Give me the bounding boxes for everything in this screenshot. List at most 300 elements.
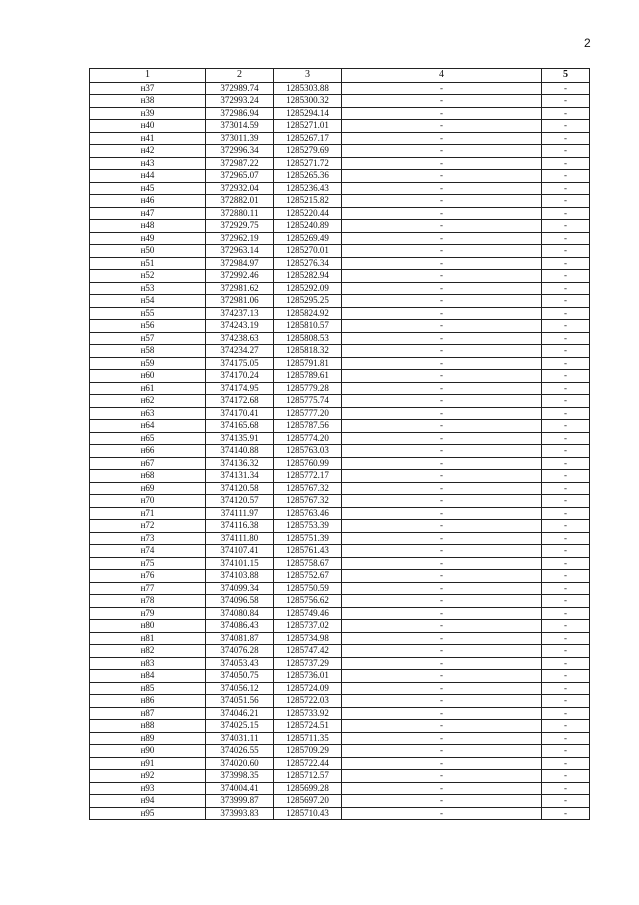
y-coordinate-cell: 1285734.98 — [274, 632, 342, 645]
y-coordinate-cell: 1285751.39 — [274, 532, 342, 545]
table-row — [90, 382, 590, 395]
point-id-cell: н79 — [90, 607, 206, 620]
y-coordinate-cell: 1285750.59 — [274, 582, 342, 595]
y-coordinate-cell: 1285775.74 — [274, 395, 342, 408]
y-coordinate-cell: 1285761.43 — [274, 545, 342, 558]
column-4-cell: - — [342, 807, 542, 820]
table-row — [90, 195, 590, 208]
table-row — [90, 232, 590, 245]
point-id-cell: н47 — [90, 207, 206, 220]
page-number: 2 — [584, 36, 591, 50]
x-coordinate-cell: 374116.38 — [206, 520, 274, 533]
table-row — [90, 470, 590, 483]
column-5-cell: - — [542, 470, 590, 483]
table-row — [90, 407, 590, 420]
point-id-cell: н40 — [90, 120, 206, 133]
table-row — [90, 620, 590, 633]
x-coordinate-cell: 374174.95 — [206, 382, 274, 395]
y-coordinate-cell: 1285722.44 — [274, 757, 342, 770]
y-coordinate-cell: 1285265.36 — [274, 170, 342, 183]
column-5-cell: - — [542, 757, 590, 770]
column-4-cell: - — [342, 532, 542, 545]
column-4-cell: - — [342, 707, 542, 720]
y-coordinate-cell: 1285215.82 — [274, 195, 342, 208]
point-id-cell: н86 — [90, 695, 206, 708]
x-coordinate-cell: 372963.14 — [206, 245, 274, 258]
y-coordinate-cell: 1285271.01 — [274, 120, 342, 133]
point-id-cell: н48 — [90, 220, 206, 233]
point-id-cell: н90 — [90, 745, 206, 758]
table-row — [90, 545, 590, 558]
point-id-cell: н45 — [90, 182, 206, 195]
point-id-cell: н73 — [90, 532, 206, 545]
y-coordinate-cell: 1285699.28 — [274, 782, 342, 795]
point-id-cell: н65 — [90, 432, 206, 445]
x-coordinate-cell: 374131.34 — [206, 470, 274, 483]
column-5-cell: - — [542, 495, 590, 508]
table-row — [90, 320, 590, 333]
column-4-cell: - — [342, 732, 542, 745]
table-row — [90, 507, 590, 520]
table-row — [90, 607, 590, 620]
table-row — [90, 595, 590, 608]
table-row — [90, 132, 590, 145]
point-id-cell: н58 — [90, 345, 206, 358]
column-5-cell: - — [542, 332, 590, 345]
point-id-cell: н41 — [90, 132, 206, 145]
point-id-cell: н71 — [90, 507, 206, 520]
x-coordinate-cell: 372880.11 — [206, 207, 274, 220]
table-row — [90, 207, 590, 220]
x-coordinate-cell: 374053.43 — [206, 657, 274, 670]
column-4-cell: - — [342, 470, 542, 483]
table-row — [90, 695, 590, 708]
column-5-cell: - — [542, 720, 590, 733]
x-coordinate-cell: 374135.91 — [206, 432, 274, 445]
point-id-cell: н60 — [90, 370, 206, 383]
column-4-cell: - — [342, 595, 542, 608]
point-id-cell: н42 — [90, 145, 206, 158]
column-5-cell: - — [542, 745, 590, 758]
x-coordinate-cell: 374080.84 — [206, 607, 274, 620]
column-5-cell: - — [542, 295, 590, 308]
column-4-cell: - — [342, 557, 542, 570]
column-4-cell: - — [342, 145, 542, 158]
table-row — [90, 570, 590, 583]
column-4-cell: - — [342, 320, 542, 333]
y-coordinate-cell: 1285779.28 — [274, 382, 342, 395]
point-id-cell: н89 — [90, 732, 206, 745]
x-coordinate-cell: 374243.19 — [206, 320, 274, 333]
point-id-cell: н49 — [90, 232, 206, 245]
column-header-1: 1 — [90, 69, 206, 83]
table-row — [90, 295, 590, 308]
x-coordinate-cell: 374107.41 — [206, 545, 274, 558]
y-coordinate-cell: 1285763.46 — [274, 507, 342, 520]
column-5-cell: - — [542, 770, 590, 783]
x-coordinate-cell: 374140.88 — [206, 445, 274, 458]
y-coordinate-cell: 1285303.88 — [274, 82, 342, 95]
y-coordinate-cell: 1285824.92 — [274, 307, 342, 320]
column-4-cell: - — [342, 220, 542, 233]
column-5-cell: - — [542, 732, 590, 745]
x-coordinate-cell: 373998.35 — [206, 770, 274, 783]
x-coordinate-cell: 372984.97 — [206, 257, 274, 270]
table-row — [90, 670, 590, 683]
table-row — [90, 245, 590, 258]
point-id-cell: н52 — [90, 270, 206, 283]
table-row — [90, 757, 590, 770]
table-header-row — [90, 69, 590, 83]
y-coordinate-cell: 1285756.62 — [274, 595, 342, 608]
table-row — [90, 720, 590, 733]
y-coordinate-cell: 1285767.32 — [274, 482, 342, 495]
table-row — [90, 770, 590, 783]
y-coordinate-cell: 1285774.20 — [274, 432, 342, 445]
table-row — [90, 457, 590, 470]
column-5-cell: - — [542, 245, 590, 258]
point-id-cell: н85 — [90, 682, 206, 695]
y-coordinate-cell: 1285789.61 — [274, 370, 342, 383]
column-5-cell: - — [542, 432, 590, 445]
y-coordinate-cell: 1285271.72 — [274, 157, 342, 170]
y-coordinate-cell: 1285294.14 — [274, 107, 342, 120]
y-coordinate-cell: 1285300.32 — [274, 95, 342, 108]
point-id-cell: н55 — [90, 307, 206, 320]
column-5-cell: - — [542, 795, 590, 808]
column-5-cell: - — [542, 270, 590, 283]
column-5-cell: - — [542, 607, 590, 620]
y-coordinate-cell: 1285737.29 — [274, 657, 342, 670]
point-id-cell: н46 — [90, 195, 206, 208]
column-4-cell: - — [342, 495, 542, 508]
column-5-cell: - — [542, 670, 590, 683]
column-5-cell: - — [542, 145, 590, 158]
column-4-cell: - — [342, 120, 542, 133]
point-id-cell: н57 — [90, 332, 206, 345]
x-coordinate-cell: 372993.24 — [206, 95, 274, 108]
y-coordinate-cell: 1285697.20 — [274, 795, 342, 808]
column-4-cell: - — [342, 245, 542, 258]
y-coordinate-cell: 1285810.57 — [274, 320, 342, 333]
x-coordinate-cell: 374051.56 — [206, 695, 274, 708]
column-4-cell: - — [342, 257, 542, 270]
column-header-2: 2 — [206, 69, 274, 83]
table-row — [90, 257, 590, 270]
x-coordinate-cell: 374175.05 — [206, 357, 274, 370]
point-id-cell: н69 — [90, 482, 206, 495]
y-coordinate-cell: 1285749.46 — [274, 607, 342, 620]
column-5-cell: - — [542, 532, 590, 545]
table-row — [90, 532, 590, 545]
column-5-cell: - — [542, 545, 590, 558]
x-coordinate-cell: 372965.07 — [206, 170, 274, 183]
column-4-cell: - — [342, 232, 542, 245]
point-id-cell: н38 — [90, 95, 206, 108]
point-id-cell: н88 — [90, 720, 206, 733]
y-coordinate-cell: 1285279.69 — [274, 145, 342, 158]
x-coordinate-cell: 374099.34 — [206, 582, 274, 595]
table-row — [90, 432, 590, 445]
x-coordinate-cell: 372882.01 — [206, 195, 274, 208]
point-id-cell: н74 — [90, 545, 206, 558]
x-coordinate-cell: 374111.97 — [206, 507, 274, 520]
table-row — [90, 795, 590, 808]
point-id-cell: н75 — [90, 557, 206, 570]
table-row — [90, 495, 590, 508]
x-coordinate-cell: 372992.46 — [206, 270, 274, 283]
y-coordinate-cell: 1285710.43 — [274, 807, 342, 820]
column-5-cell: - — [542, 282, 590, 295]
column-5-cell: - — [542, 220, 590, 233]
x-coordinate-cell: 374031.11 — [206, 732, 274, 745]
point-id-cell: н53 — [90, 282, 206, 295]
point-id-cell: н43 — [90, 157, 206, 170]
column-4-cell: - — [342, 382, 542, 395]
point-id-cell: н93 — [90, 782, 206, 795]
column-4-cell: - — [342, 182, 542, 195]
point-id-cell: н83 — [90, 657, 206, 670]
table-row — [90, 357, 590, 370]
point-id-cell: н62 — [90, 395, 206, 408]
x-coordinate-cell: 374120.57 — [206, 495, 274, 508]
y-coordinate-cell: 1285282.94 — [274, 270, 342, 283]
x-coordinate-cell: 372962.19 — [206, 232, 274, 245]
column-5-cell: - — [542, 232, 590, 245]
column-4-cell: - — [342, 95, 542, 108]
y-coordinate-cell: 1285752.67 — [274, 570, 342, 583]
table-row — [90, 170, 590, 183]
column-5-cell: - — [542, 595, 590, 608]
table-row — [90, 482, 590, 495]
table-row — [90, 420, 590, 433]
column-5-cell: - — [542, 407, 590, 420]
column-4-cell: - — [342, 170, 542, 183]
table-row — [90, 707, 590, 720]
x-coordinate-cell: 374025.15 — [206, 720, 274, 733]
y-coordinate-cell: 1285733.92 — [274, 707, 342, 720]
column-5-cell: - — [542, 382, 590, 395]
table-row — [90, 745, 590, 758]
point-id-cell: н81 — [90, 632, 206, 645]
point-id-cell: н64 — [90, 420, 206, 433]
column-4-cell: - — [342, 507, 542, 520]
y-coordinate-cell: 1285240.89 — [274, 220, 342, 233]
y-coordinate-cell: 1285787.56 — [274, 420, 342, 433]
column-4-cell: - — [342, 157, 542, 170]
y-coordinate-cell: 1285270.01 — [274, 245, 342, 258]
column-4-cell: - — [342, 682, 542, 695]
column-4-cell: - — [342, 582, 542, 595]
y-coordinate-cell: 1285709.29 — [274, 745, 342, 758]
y-coordinate-cell: 1285747.42 — [274, 645, 342, 658]
column-4-cell: - — [342, 357, 542, 370]
column-5-cell: - — [542, 170, 590, 183]
point-id-cell: н61 — [90, 382, 206, 395]
x-coordinate-cell: 372981.62 — [206, 282, 274, 295]
y-coordinate-cell: 1285295.25 — [274, 295, 342, 308]
point-id-cell: н87 — [90, 707, 206, 720]
point-id-cell: н37 — [90, 82, 206, 95]
y-coordinate-cell: 1285711.35 — [274, 732, 342, 745]
x-coordinate-cell: 372996.34 — [206, 145, 274, 158]
column-5-cell: - — [542, 195, 590, 208]
column-4-cell: - — [342, 720, 542, 733]
x-coordinate-cell: 372981.06 — [206, 295, 274, 308]
column-4-cell: - — [342, 795, 542, 808]
column-5-cell: - — [542, 632, 590, 645]
point-id-cell: н70 — [90, 495, 206, 508]
column-4-cell: - — [342, 695, 542, 708]
point-id-cell: н92 — [90, 770, 206, 783]
x-coordinate-cell: 374165.68 — [206, 420, 274, 433]
column-4-cell: - — [342, 770, 542, 783]
column-5-cell: - — [542, 782, 590, 795]
x-coordinate-cell: 374238.63 — [206, 332, 274, 345]
y-coordinate-cell: 1285220.44 — [274, 207, 342, 220]
table-row — [90, 445, 590, 458]
x-coordinate-cell: 372989.74 — [206, 82, 274, 95]
point-id-cell: н78 — [90, 595, 206, 608]
table-row — [90, 82, 590, 95]
column-5-cell: - — [542, 620, 590, 633]
x-coordinate-cell: 373999.87 — [206, 795, 274, 808]
coordinates-table — [89, 68, 590, 820]
column-4-cell: - — [342, 482, 542, 495]
point-id-cell: н67 — [90, 457, 206, 470]
x-coordinate-cell: 374076.28 — [206, 645, 274, 658]
column-5-cell: - — [542, 570, 590, 583]
x-coordinate-cell: 374111.80 — [206, 532, 274, 545]
column-5-cell: - — [542, 207, 590, 220]
column-4-cell: - — [342, 645, 542, 658]
column-header-3: 3 — [274, 69, 342, 83]
column-5-cell: - — [542, 345, 590, 358]
column-5-cell: - — [542, 657, 590, 670]
point-id-cell: н39 — [90, 107, 206, 120]
point-id-cell: н59 — [90, 357, 206, 370]
column-5-cell: - — [542, 557, 590, 570]
y-coordinate-cell: 1285772.17 — [274, 470, 342, 483]
column-4-cell: - — [342, 107, 542, 120]
point-id-cell: н66 — [90, 445, 206, 458]
y-coordinate-cell: 1285777.20 — [274, 407, 342, 420]
column-5-cell: - — [542, 82, 590, 95]
y-coordinate-cell: 1285269.49 — [274, 232, 342, 245]
column-4-cell: - — [342, 657, 542, 670]
y-coordinate-cell: 1285292.09 — [274, 282, 342, 295]
y-coordinate-cell: 1285808.53 — [274, 332, 342, 345]
table-row — [90, 682, 590, 695]
table-row — [90, 582, 590, 595]
point-id-cell: н76 — [90, 570, 206, 583]
x-coordinate-cell: 374046.21 — [206, 707, 274, 720]
column-4-cell: - — [342, 757, 542, 770]
point-id-cell: н80 — [90, 620, 206, 633]
y-coordinate-cell: 1285791.81 — [274, 357, 342, 370]
x-coordinate-cell: 374026.55 — [206, 745, 274, 758]
x-coordinate-cell: 374086.43 — [206, 620, 274, 633]
x-coordinate-cell: 372987.22 — [206, 157, 274, 170]
column-4-cell: - — [342, 307, 542, 320]
x-coordinate-cell: 372932.04 — [206, 182, 274, 195]
column-4-cell: - — [342, 620, 542, 633]
y-coordinate-cell: 1285236.43 — [274, 182, 342, 195]
table-body — [90, 82, 590, 820]
x-coordinate-cell: 374136.32 — [206, 457, 274, 470]
x-coordinate-cell: 372929.75 — [206, 220, 274, 233]
y-coordinate-cell: 1285722.03 — [274, 695, 342, 708]
table-row — [90, 657, 590, 670]
column-4-cell: - — [342, 445, 542, 458]
column-4-cell: - — [342, 570, 542, 583]
y-coordinate-cell: 1285724.51 — [274, 720, 342, 733]
column-4-cell: - — [342, 607, 542, 620]
column-5-cell: - — [542, 132, 590, 145]
x-coordinate-cell: 372986.94 — [206, 107, 274, 120]
point-id-cell: н84 — [90, 670, 206, 683]
column-5-cell: - — [542, 95, 590, 108]
column-4-cell: - — [342, 545, 542, 558]
y-coordinate-cell: 1285763.03 — [274, 445, 342, 458]
column-5-cell: - — [542, 582, 590, 595]
column-5-cell: - — [542, 645, 590, 658]
x-coordinate-cell: 374081.87 — [206, 632, 274, 645]
point-id-cell: н51 — [90, 257, 206, 270]
column-4-cell: - — [342, 270, 542, 283]
column-5-cell: - — [542, 370, 590, 383]
column-5-cell: - — [542, 257, 590, 270]
point-id-cell: н91 — [90, 757, 206, 770]
y-coordinate-cell: 1285767.32 — [274, 495, 342, 508]
x-coordinate-cell: 374101.15 — [206, 557, 274, 570]
column-5-cell: - — [542, 445, 590, 458]
column-4-cell: - — [342, 82, 542, 95]
point-id-cell: н82 — [90, 645, 206, 658]
column-4-cell: - — [342, 395, 542, 408]
column-5-cell: - — [542, 482, 590, 495]
table-row — [90, 557, 590, 570]
table-row — [90, 732, 590, 745]
x-coordinate-cell: 374234.27 — [206, 345, 274, 358]
column-5-cell: - — [542, 182, 590, 195]
point-id-cell: н68 — [90, 470, 206, 483]
x-coordinate-cell: 374172.68 — [206, 395, 274, 408]
column-4-cell: - — [342, 632, 542, 645]
point-id-cell: н63 — [90, 407, 206, 420]
y-coordinate-cell: 1285712.57 — [274, 770, 342, 783]
y-coordinate-cell: 1285736.01 — [274, 670, 342, 683]
x-coordinate-cell: 374004.41 — [206, 782, 274, 795]
column-4-cell: - — [342, 195, 542, 208]
column-5-cell: - — [542, 157, 590, 170]
column-5-cell: - — [542, 520, 590, 533]
column-5-cell: - — [542, 120, 590, 133]
point-id-cell: н50 — [90, 245, 206, 258]
table-row — [90, 520, 590, 533]
y-coordinate-cell: 1285758.67 — [274, 557, 342, 570]
table-row — [90, 807, 590, 820]
table-row — [90, 95, 590, 108]
column-5-cell: - — [542, 707, 590, 720]
table-row — [90, 182, 590, 195]
x-coordinate-cell: 374170.24 — [206, 370, 274, 383]
point-id-cell: н95 — [90, 807, 206, 820]
column-4-cell: - — [342, 407, 542, 420]
table-row — [90, 157, 590, 170]
column-5-cell: - — [542, 395, 590, 408]
x-coordinate-cell: 374170.41 — [206, 407, 274, 420]
